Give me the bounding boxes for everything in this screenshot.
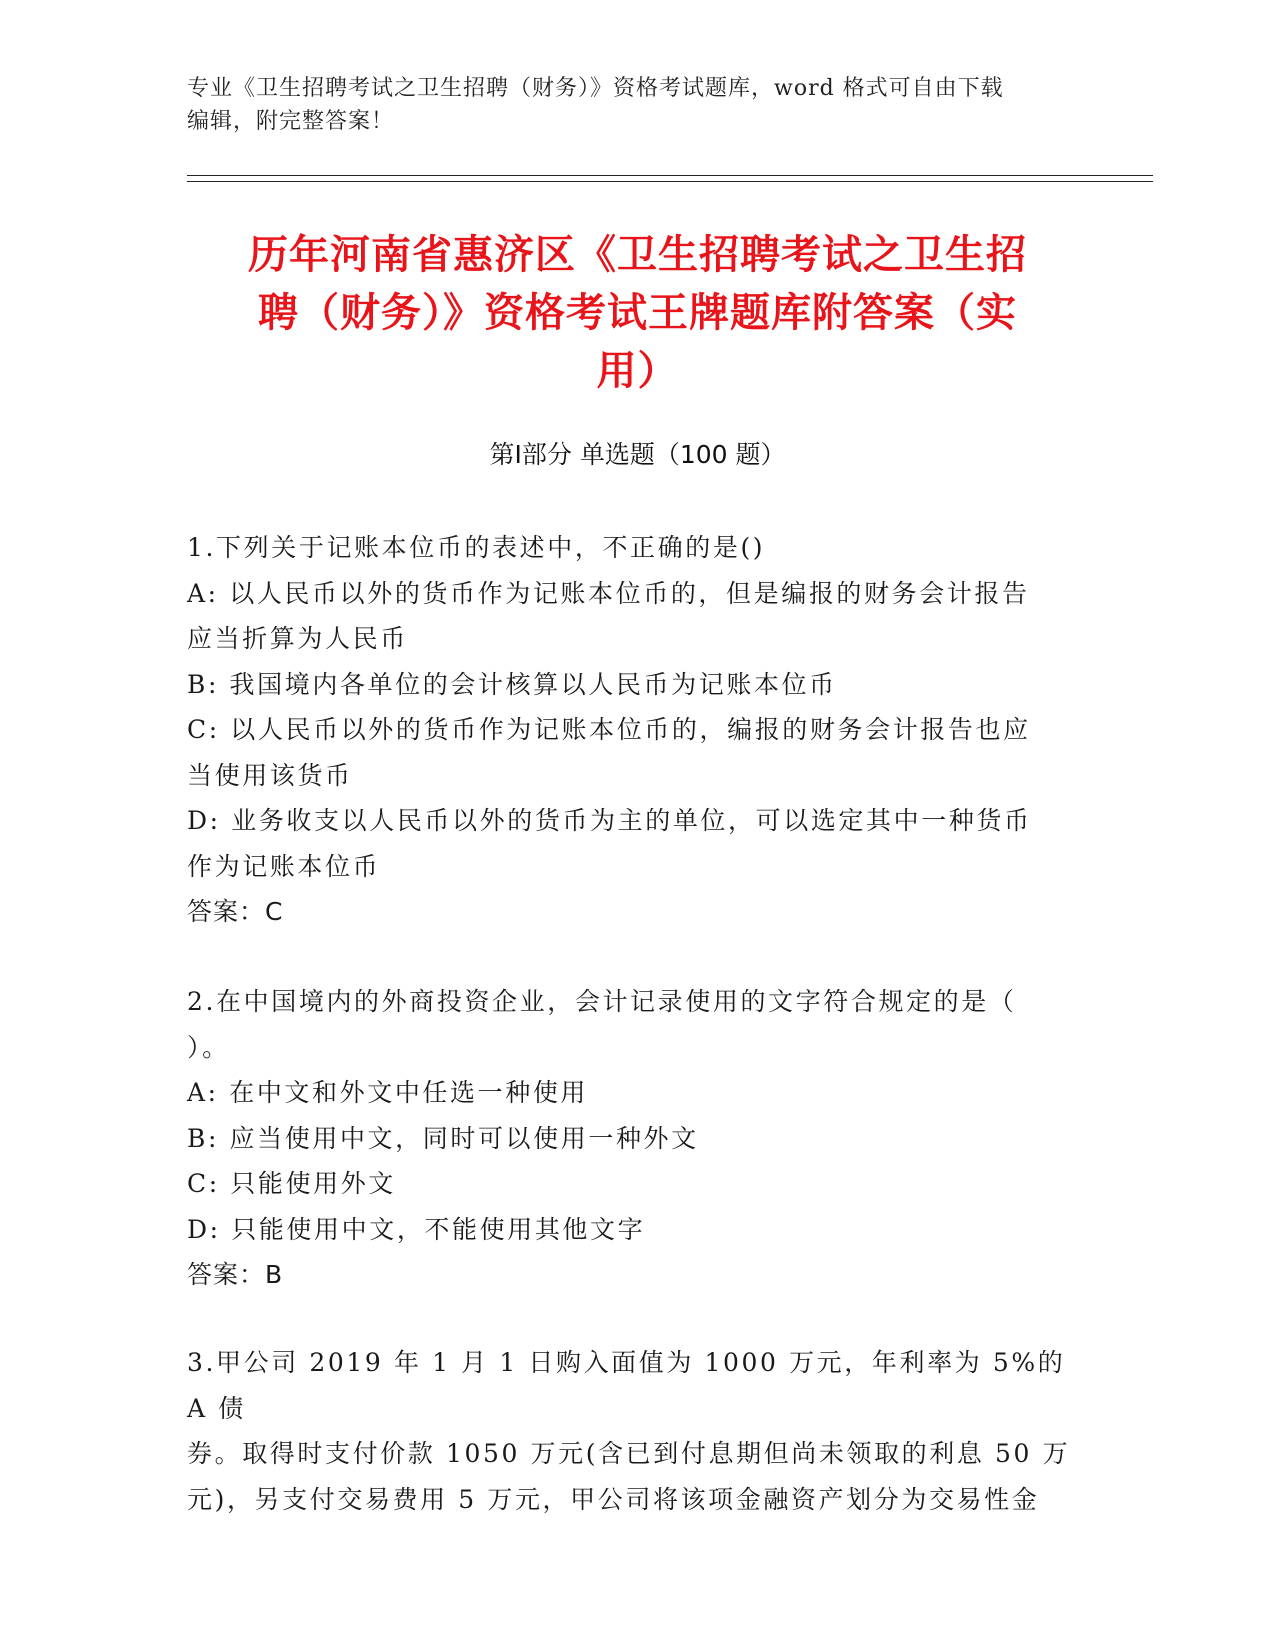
option-d: D: 业务收支以人民币以外的货币为主的单位，可以选定其中一种货币 [187, 806, 1032, 835]
option-a-continued: 应当折算为人民币 [187, 624, 408, 653]
option-a: A: 在中文和外文中任选一种使用 [187, 1078, 589, 1107]
section-heading: 第Ⅰ部分 单选题（100 题） [489, 440, 786, 469]
title-line: 聘（财务）》资格考试王牌题库附答案（实 [258, 290, 1017, 336]
document-title [190, 226, 1085, 400]
option-d: D: 只能使用中文，不能使用其他文字 [187, 1214, 646, 1244]
option-d-continued: 作为记账本位币 [187, 851, 381, 881]
option-b: B: 我国境内各单位的会计核算以人民币为记账本位币 [187, 669, 837, 699]
question-stem-continued: ）。 [187, 1032, 230, 1062]
answer-label: 答案：B [187, 1260, 284, 1289]
question-stem: 2.在中国境内的外商投资企业，会计记录使用的文字符合规定的是（ [187, 987, 1017, 1016]
question-block [187, 1340, 1077, 1522]
option-b: B: 应当使用中文，同时可以使用一种外文 [187, 1123, 699, 1153]
option-a: A: 以人民币以外的货币作为记账本位币的，但是编报的财务会计报告 [187, 578, 1030, 608]
question-stem-continued: 元)，另支付交易费用 5 万元，甲公司将该项金融资产划分为交易性金 [187, 1484, 1040, 1514]
question-stem-continued: 券。取得时支付价款 1050 万元(含已到付息期但尚未领取的利息 50 万 [187, 1439, 1071, 1468]
question-block [187, 979, 1077, 1298]
header-divider [187, 175, 1153, 176]
header-divider [187, 181, 1153, 182]
title-line: 历年河南省惠济区《卫生招聘考试之卫生招 [248, 232, 1027, 278]
header-note [187, 72, 1067, 138]
question-stem: 3.甲公司 2019 年 1 月 1 日购入面值为 1000 万元，年利率为 5%的 A 债 [187, 1348, 1066, 1423]
title-line: 用） [596, 348, 679, 394]
option-c: C: 只能使用外文 [187, 1169, 396, 1198]
option-c-continued: 当使用该货币 [187, 760, 353, 790]
question-stem: 1.下列关于记账本位币的表述中，不正确的是() [187, 533, 766, 562]
header-note-line: 编辑，附完整答案！ [187, 109, 395, 134]
option-c: C: 以人民币以外的货币作为记账本位币的，编报的财务会计报告也应 [187, 715, 1031, 744]
question-block [187, 525, 1077, 935]
answer-label: 答案：C [187, 897, 284, 926]
header-note-line: 专业《卫生招聘考试之卫生招聘（财务）》资格考试题库，word 格式可自由下载 [187, 76, 1004, 101]
